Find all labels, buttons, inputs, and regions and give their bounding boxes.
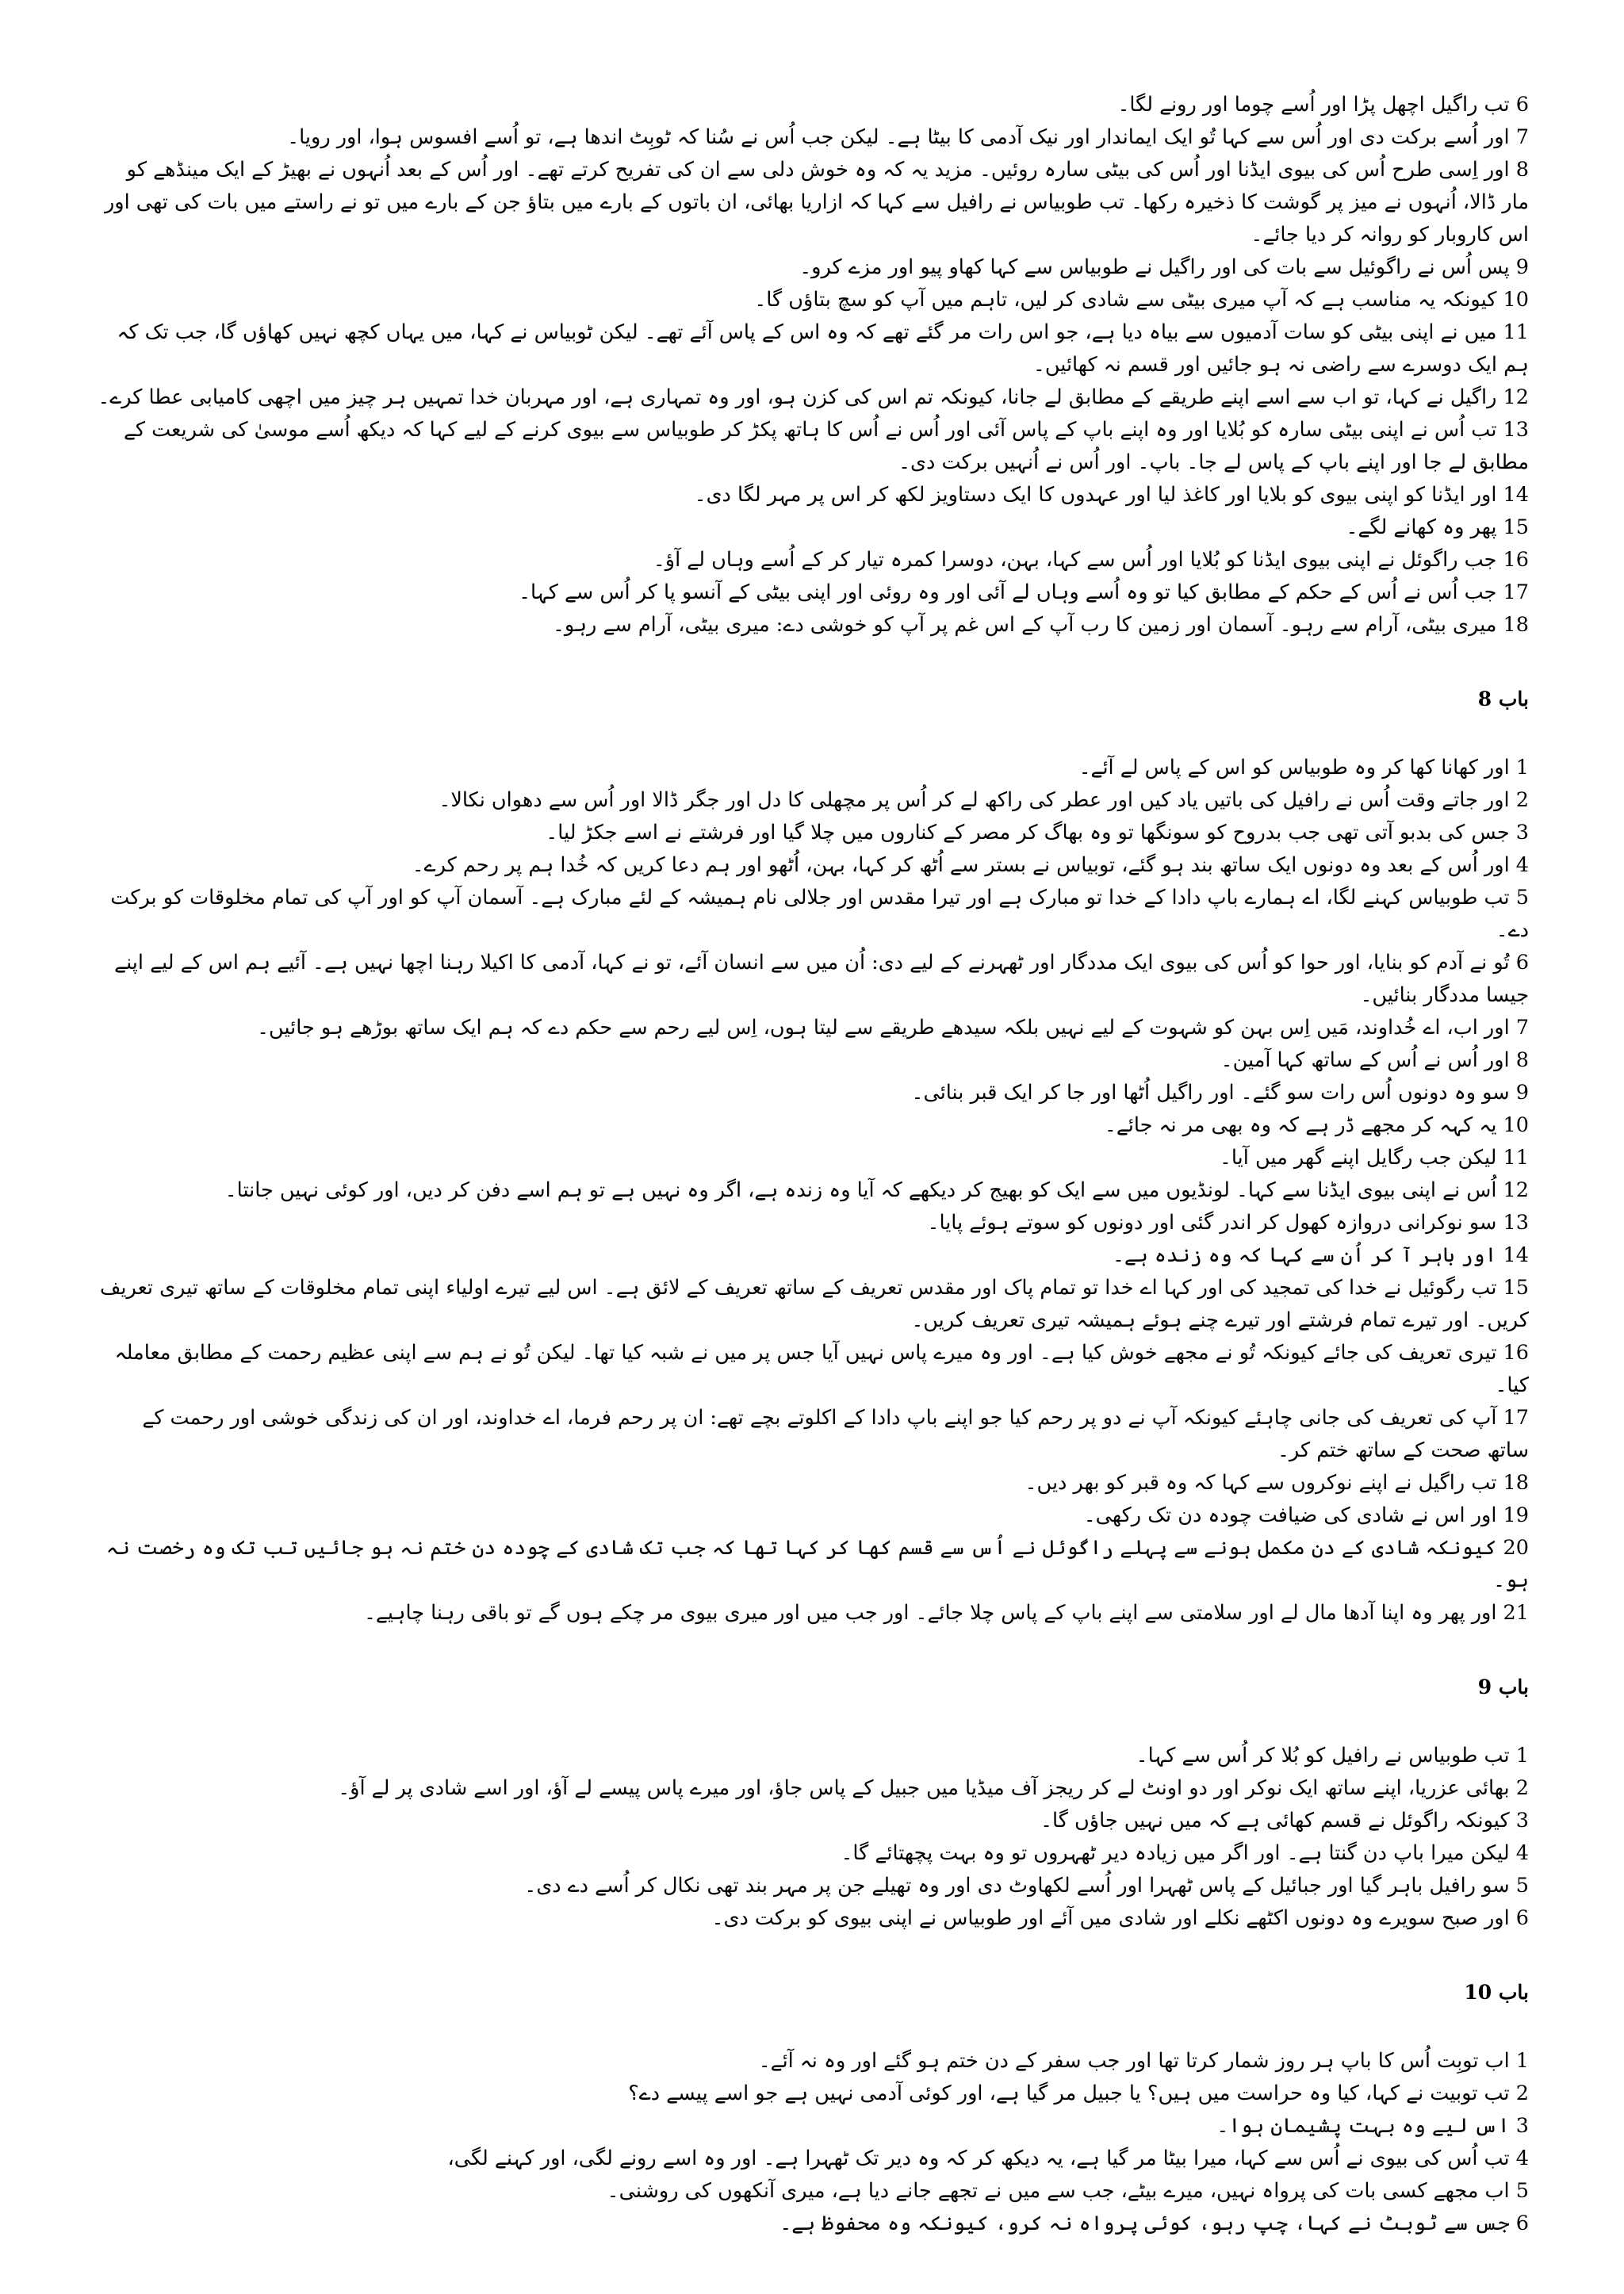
chapter-section	[95, 1671, 1529, 1935]
verse	[95, 2110, 1529, 2143]
verse-number: 9	[1515, 255, 1529, 279]
verse-number: 21	[1503, 1601, 1529, 1625]
verse-text: تب اُس کی بیوی نے اُس سے کہا، میرا بیٹا مر گیا ہے، یہ دیکھ کر کہ وہ دیر تک ٹھہرا ہے۔ اور وہ اسے رونے لگی، اور کہنے لگی،	[447, 2147, 1510, 2170]
verse	[95, 2143, 1529, 2175]
verse	[95, 609, 1529, 641]
chapter-heading: باب 10	[1464, 1981, 1529, 2004]
verse	[95, 2045, 1529, 2078]
verse	[95, 1597, 1529, 1630]
verse-text: میں نے اپنی بیٹی کو سات آدمیوں سے بیاہ دیا ہے، جو اس رات مر گئے تھے کہ وہ اس کے پاس آئے تھے۔ لیکن ٹوبیاس نے کہا، میں یہاں کچھ نہیں کھاؤں گا، جب تک کہ ہم ایک دوسرے سے راضی نہ ہو جائیں اور قسم نہ کھائیں۔	[117, 320, 1529, 377]
verse-number: 12	[1503, 1178, 1529, 1202]
verse-text: لیکن میرا باپ دن گنتا ہے۔ اور اگر میں زیادہ دیر ٹھہروں تو وہ بہت پچھتائے گا۔	[841, 1841, 1510, 1865]
chapter-heading: باب 9	[1477, 1676, 1529, 1698]
verse	[95, 1805, 1529, 1837]
verse-number: 5	[1515, 886, 1529, 910]
verse	[95, 1870, 1529, 1902]
verse-text: اس لیے وہ بہت پشیمان ہوا۔	[1216, 2114, 1510, 2138]
verse	[95, 817, 1529, 849]
verse-text: کیونکہ راگوئل نے قسم کھائی ہے کہ میں نہیں جاؤں گا۔	[1040, 1809, 1510, 1833]
verse	[95, 1272, 1529, 1337]
verse-text: جس سے ٹوبٹ نے کہا، چپ رہو، کوئی پرواہ نہ کرو، کیونکہ وہ محفوظ ہے۔	[779, 2212, 1510, 2235]
verse-number: 6	[1515, 93, 1529, 117]
chapter-heading: باب 8	[1477, 687, 1529, 710]
document-page	[95, 89, 1529, 2240]
verse-number: 16	[1503, 1341, 1529, 1365]
verse-text: تیری تعریف کی جائے کیونکہ تُو نے مجھے خوش کیا ہے۔ اور وہ میرے پاس نہیں آیا جس پر میں نے شبہ کیا تھا۔ لیکن تُو نے ہم سے اپنی عظیم رحمت کے مطابق معاملہ کیا۔	[114, 1341, 1529, 1397]
verse-text: اور پھر وہ اپنا آدھا مال لے اور سلامتی سے اپنے باپ کے پاس چلا جائے۔ اور جب میں اور میری بیوی مر چکے ہوں گے تو باقی رہنا چاہیے۔	[363, 1601, 1497, 1625]
verse-number: 4	[1515, 853, 1529, 877]
verse-text: آپ کی تعریف کی جانی چاہئے کیونکہ آپ نے دو پر رحم کیا جو اپنے باپ دادا کے اکلوتے بچے تھے: ان پر رحم فرما، اے خداوند، اور ان کی زندگی خوشی اور رحمت کے ساتھ صحت کے ساتھ ختم کر۔	[142, 1406, 1529, 1462]
verse-number: 11	[1503, 320, 1529, 344]
verse-number: 6	[1515, 1906, 1529, 1930]
verse-number: 17	[1503, 1406, 1529, 1430]
verse-number: 19	[1503, 1503, 1529, 1527]
verse-number: 14	[1503, 1243, 1529, 1267]
verse-number: 1	[1515, 2049, 1529, 2073]
verse	[95, 1532, 1529, 1597]
verse-text: تُو نے آدم کو بنایا، اور حوا کو اُس کی بیوی ایک مددگار اور ٹھہرنے کے لیے دی: اُن میں سے انسان آئے، تو نے کہا، آدمی کا اکیلا رہنا اچھا نہیں ہے۔ آئیے ہم اس کے لیے اپنے جیسا مددگار بنائیں۔	[114, 951, 1529, 1007]
verse	[95, 1077, 1529, 1109]
verse-number: 16	[1503, 548, 1529, 572]
verse-text: جب راگوئل نے اپنی بیوی ایڈنا کو بُلایا اور اُس سے کہا، بہن، دوسرا کمرہ تیار کر کے اُسے وہاں لے آؤ۔	[653, 548, 1497, 572]
verse	[95, 284, 1529, 316]
verse-text: اور ایڈنا کو اپنی بیوی کو بلایا اور کاغذ لیا اور عہدوں کا ایک دستاویز لکھ کر اس پر مہر لگا دی۔	[694, 483, 1497, 507]
verse	[95, 2175, 1529, 2208]
verse-text: اور اس نے شادی کی ضیافت چودہ دن تک رکھی۔	[1083, 1503, 1497, 1527]
verse	[95, 511, 1529, 544]
verse-number: 2	[1515, 2081, 1529, 2105]
verse	[95, 414, 1529, 479]
verse-text: اور اِسی طرح اُس کی بیوی ایڈنا اور اُس کی بیٹی سارہ روئیں۔ مزید یہ کہ وہ خوش دلی سے ان کی تفریح کرتے تھے۔ اور اُس کے بعد اُنہوں نے بھیڑ کے ایک مینڈھے کو مار ڈالا، اُنہوں نے میز پر گوشت کا ذخیرہ رکھا۔ تب طوبیاس نے رافیل سے کہا کہ ازاریا بھائی، ان باتوں کے بارے میں بتاؤ جن کے بارے میں تو نے راستے میں بات کی تھی اور اس کاروبار کو روانہ کر دیا جائے۔	[104, 158, 1529, 247]
verse-number: 18	[1503, 1471, 1529, 1495]
verse-number: 2	[1515, 788, 1529, 812]
verse-text: اور کھانا کھا کر وہ طوبیاس کو اس کے پاس لے آئے۔	[1078, 756, 1510, 779]
chapter-section	[95, 89, 1529, 641]
verse-number: 11	[1503, 1146, 1529, 1170]
verse	[95, 1499, 1529, 1532]
verse-number: 8	[1515, 1048, 1529, 1072]
verse-text: کیونکہ یہ مناسب ہے کہ آپ میری بیٹی سے شادی کر لیں، تاہم میں آپ کو سچ بتاؤں گا۔	[754, 288, 1497, 312]
verse-number: 9	[1515, 1081, 1529, 1105]
verse	[95, 1772, 1529, 1805]
verse-number: 12	[1503, 385, 1529, 409]
verse-text: تب طوبیاس نے رافیل کو بُلا کر اُس سے کہا۔	[1136, 1744, 1510, 1767]
verse	[95, 1239, 1529, 1272]
verse-number: 13	[1503, 1211, 1529, 1235]
verse-number: 5	[1515, 2179, 1529, 2203]
verse-text: سو وہ دونوں اُس رات سو گئے۔ اور راگیل اُٹھا اور جا کر ایک قبر بنائی۔	[911, 1081, 1510, 1105]
verse-text: اب توبِت اُس کا باپ ہر روز شمار کرتا تھا اور جب سفر کے دن ختم ہو گئے اور وہ نہ آئے۔	[758, 2049, 1510, 2073]
verse	[95, 479, 1529, 511]
verse-number: 8	[1515, 158, 1529, 182]
verse	[95, 576, 1529, 609]
verse-text: سو نوکرانی دروازہ کھول کر اندر گئی اور دونوں کو سوتے ہوئے پایا۔	[927, 1211, 1497, 1235]
verse-text: اور اُس نے اُس کے ساتھ کہا آمین۔	[1220, 1048, 1510, 1072]
verse-text: لیکن جب رگایل اپنے گھر میں آیا۔	[1219, 1146, 1497, 1170]
verse-number: 1	[1515, 756, 1529, 779]
verse-number: 7	[1515, 125, 1529, 149]
verse	[95, 1902, 1529, 1935]
verse-number: 1	[1515, 1744, 1529, 1767]
verse-text: بھائی عزریا، اپنے ساتھ ایک نوکر اور دو اونٹ لے کر ریجز آف میڈیا میں جبیل کے پاس جاؤ، اور میرے پاس پیسے لے آؤ، اور اسے شادی پر لے آؤ۔	[338, 1776, 1510, 1800]
verse-number: 6	[1515, 951, 1529, 975]
verse	[95, 544, 1529, 576]
verse	[95, 381, 1529, 414]
verse-text: میری بیٹی، آرام سے رہو۔ آسمان اور زمین کا رب آپ کے اس غم پر آپ کو خوشی دے: میری بیٹی، آرام سے رہو۔	[552, 613, 1497, 637]
verse-number: 13	[1503, 418, 1529, 442]
verse-number: 3	[1515, 821, 1529, 844]
verse	[95, 2208, 1529, 2240]
verse-text: تب راگیل نے اپنے نوکروں سے کہا کہ وہ قبر کو بھر دیں۔	[1025, 1471, 1497, 1495]
chapter-section	[95, 683, 1529, 1630]
verse-number: 20	[1503, 1536, 1529, 1560]
verse-number: 15	[1503, 515, 1529, 539]
verse	[95, 121, 1529, 154]
verse-text: تب توبیت نے کہا، کیا وہ حراست میں ہیں؟ یا جبیل مر گیا ہے، اور کوئی آدمی نہیں ہے جو اسے پیسے دے؟	[628, 2081, 1510, 2105]
verse	[95, 251, 1529, 284]
verse-number: 17	[1503, 580, 1529, 604]
verse-number: 10	[1503, 288, 1529, 312]
verse-number: 5	[1515, 1874, 1529, 1898]
verse-number: 15	[1503, 1276, 1529, 1300]
verse	[95, 1109, 1529, 1142]
verse-text: تب رگوئیل نے خدا کی تمجید کی اور کہا اے خدا تو تمام پاک اور مقدس تعریف کے ساتھ تعریف کے لائق ہے۔ اس لیے تیرے اولیاء اپنی تمام مخلوقات کے ساتھ تیری تعریف کریں۔ اور تیرے تمام فرشتے اور تیرے چنے ہوئے ہمیشہ تیری تعریف کریں۔	[100, 1276, 1529, 1332]
verse-text: یہ کہہ کر مجھے ڈر ہے کہ وہ بھی مر نہ جائے۔	[1104, 1113, 1497, 1137]
verse-text: اور اُسے برکت دی اور اُس سے کہا تُو ایک ایماندار اور نیک آدمی کا بیٹا ہے۔ لیکن جب اُس نے سُنا کہ ٹوبِٹ اندھا ہے، تو اُسے افسوس ہوا، اور رویا۔	[287, 125, 1510, 149]
verse-text: جس کی بدبو آتی تھی جب بدروح کو سونگھا تو وہ بھاگ کر مصر کے کناروں میں چلا گیا اور فرشتے نے اسے جکڑ لیا۔	[546, 821, 1510, 844]
verse-text: اور باہر آ کر اُن سے کہا کہ وہ زندہ ہے۔	[1112, 1243, 1497, 1267]
verse-text: تب اُس نے اپنی بیٹی سارہ کو بُلایا اور وہ اپنے باپ کے پاس آئی اور اُس نے اُس کا ہاتھ پکڑ کر طوبیاس سے بیوی کرنے کے لیے کہا کہ دیکھ اُسے موسیٰ کی شریعت کے مطابق لے جا اور اپنے باپ کے پاس لے جا۔ باپ۔ اور اُس نے اُنہیں برکت دی۔	[123, 418, 1529, 474]
verse	[95, 2078, 1529, 2110]
verse-text: جب اُس نے اُس کے حکم کے مطابق کیا تو وہ اُسے وہاں لے آئی اور وہ روئی اور اپنی بیٹی کے آنسو پا کر اُس سے کہا۔	[519, 580, 1497, 604]
verse	[95, 752, 1529, 784]
verse	[95, 1740, 1529, 1772]
verse	[95, 1207, 1529, 1239]
verse-text: پس اُس نے راگوئیل سے بات کی اور راگیل نے طوبیاس سے کہا کھاو پیو اور مزے کرو۔	[799, 255, 1510, 279]
verse	[95, 1337, 1529, 1402]
verse-number: 3	[1515, 1809, 1529, 1833]
verse-text: تب راگیل اچھل پڑا اور اُسے چوما اور رونے لگا۔	[1117, 93, 1510, 117]
verse	[95, 947, 1529, 1012]
verse-number: 6	[1515, 2212, 1529, 2235]
verse	[95, 1012, 1529, 1044]
verse-text: اُس نے اپنی بیوی ایڈنا سے کہا۔ لونڈیوں میں سے ایک کو بھیج کر دیکھے کہ آیا وہ زندہ ہے، اگر وہ نہیں ہے تو ہم اسے دفن کر دیں، اور کوئی نہیں جانتا۔	[224, 1178, 1497, 1202]
verse-text: پھر وہ کھانے لگے۔	[1346, 515, 1497, 539]
verse	[95, 849, 1529, 882]
verse	[95, 784, 1529, 817]
verse-number: 4	[1515, 2147, 1529, 2170]
verse-number: 14	[1503, 483, 1529, 507]
verse-text: اور اب، اے خُداوند، مَیں اِس بہن کو شہوت کے لیے نہیں بلکہ سیدھے طریقے سے لیتا ہوں، اِس لیے رحم سے حکم دے کہ ہم ایک ساتھ بوڑھے ہو جائیں۔	[257, 1016, 1510, 1040]
verse-text: کیونکہ شادی کے دن مکمل ہونے سے پہلے راگوئل نے اُس سے قسم کھا کر کہا تھا کہ جب تک شادی کے چودہ دن ختم نہ ہو جائیں تب تک وہ رخصت نہ ہو۔	[105, 1536, 1529, 1592]
verse-text: اور صبح سویرے وہ دونوں اکٹھے نکلے اور شادی میں آئے اور طوبیاس نے اپنی بیوی کو برکت دی۔	[711, 1906, 1510, 1930]
verse-number: 10	[1503, 1113, 1529, 1137]
verse	[95, 1044, 1529, 1077]
verse-text: راگیل نے کہا، تو اب سے اسے اپنے طریقے کے مطابق لے جانا، کیونکہ تم اس کی کزن ہو، اور وہ تمہاری ہے، اور مہربان خدا تمہیں ہر چیز میں اچھی کامیابی عطا کرے۔	[98, 385, 1497, 409]
verse-number: 18	[1503, 613, 1529, 637]
verse	[95, 1174, 1529, 1207]
verse	[95, 1402, 1529, 1467]
verse	[95, 1837, 1529, 1870]
verse	[95, 1142, 1529, 1174]
verse	[95, 1467, 1529, 1499]
verse-number: 3	[1515, 2114, 1529, 2138]
verse-number: 4	[1515, 1841, 1529, 1865]
verse-text: اور اُس کے بعد وہ دونوں ایک ساتھ بند ہو گئے، توبیاس نے بستر سے اُٹھ کر کہا، بہن، اُٹھو اور ہم دعا کریں کہ خُدا ہم پر رحم کرے۔	[412, 853, 1510, 877]
verse-text: تب طوبیاس کہنے لگا، اے ہمارے باپ دادا کے خدا تو مبارک ہے اور تیرا مقدس اور جلالی نام ہمیشہ کے لئے مبارک ہے۔ آسمان آپ کو اور آپ کی تمام مخلوقات کو برکت دے۔	[110, 886, 1529, 942]
verse	[95, 316, 1529, 381]
verse-text: اب مجھے کسی بات کی پرواہ نہیں، میرے بیٹے، جب سے میں نے تجھے جانے دیا ہے، میری آنکھوں کی روشنی۔	[607, 2179, 1510, 2203]
verse-text: اور جاتے وقت اُس نے رافیل کی باتیں یاد کیں اور عطر کی راکھ لے کر اُس پر مچھلی کا دل اور جگر ڈالا اور اُس سے دھواں نکالا۔	[439, 788, 1510, 812]
verse	[95, 882, 1529, 947]
verse-number: 7	[1515, 1016, 1529, 1040]
chapter-section	[95, 1976, 1529, 2240]
verse	[95, 154, 1529, 251]
verse-number: 2	[1515, 1776, 1529, 1800]
verse-text: سو رافیل باہر گیا اور جبائیل کے پاس ٹھہرا اور اُسے لکھاوٹ دی اور وہ تھیلے جن پر مہر بند تھی نکال کر اُسے دے دی۔	[524, 1874, 1510, 1898]
verse	[95, 89, 1529, 121]
